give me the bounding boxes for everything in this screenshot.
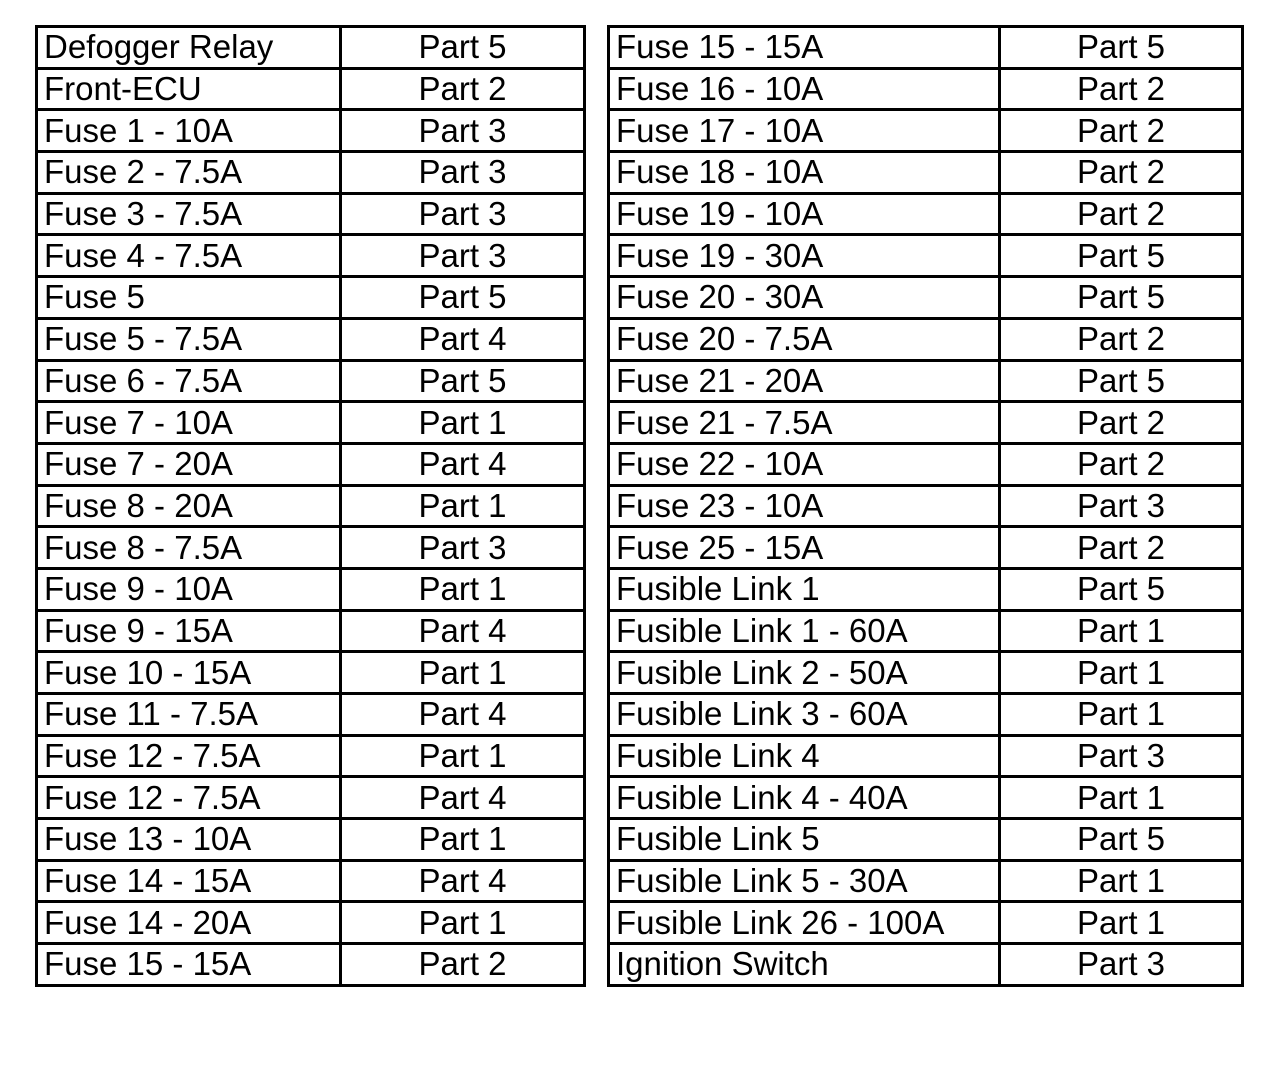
part-reference-cell: Part 3: [1000, 735, 1243, 777]
table-row: [37, 902, 585, 944]
part-reference-cell: Part 3: [341, 527, 585, 569]
table-row: [609, 193, 1243, 235]
table-row: [37, 568, 585, 610]
part-reference-cell: Part 1: [1000, 860, 1243, 902]
component-name-cell: Fuse 12 - 7.5A: [37, 777, 341, 819]
part-reference-cell: Part 1: [341, 485, 585, 527]
part-reference-cell: Part 2: [1000, 318, 1243, 360]
table-row: [37, 277, 585, 319]
table-row: [609, 318, 1243, 360]
component-name-cell: Fuse 6 - 7.5A: [37, 360, 341, 402]
part-reference-cell: Part 2: [341, 68, 585, 110]
component-name-cell: Fuse 25 - 15A: [609, 527, 1000, 569]
component-name-cell: Fusible Link 26 - 100A: [609, 902, 1000, 944]
table-row: [37, 235, 585, 277]
part-reference-cell: Part 1: [341, 652, 585, 694]
component-name-cell: Fusible Link 4 - 40A: [609, 777, 1000, 819]
table-row: [37, 110, 585, 152]
component-name-cell: Fusible Link 1 - 60A: [609, 610, 1000, 652]
table-row: [37, 819, 585, 861]
table-row: [609, 902, 1243, 944]
part-reference-cell: Part 5: [341, 360, 585, 402]
table-row: [37, 193, 585, 235]
part-reference-cell: Part 1: [341, 402, 585, 444]
component-name-cell: Fusible Link 5 - 30A: [609, 860, 1000, 902]
component-name-cell: Fuse 23 - 10A: [609, 485, 1000, 527]
part-reference-cell: Part 3: [1000, 485, 1243, 527]
component-name-cell: Fuse 14 - 15A: [37, 860, 341, 902]
component-name-cell: Fusible Link 3 - 60A: [609, 694, 1000, 736]
component-name-cell: Fuse 8 - 20A: [37, 485, 341, 527]
table-row: [609, 27, 1243, 69]
component-name-cell: Fuse 13 - 10A: [37, 819, 341, 861]
component-name-cell: Defogger Relay: [37, 27, 341, 69]
component-name-cell: Fuse 7 - 10A: [37, 402, 341, 444]
part-reference-cell: Part 1: [1000, 777, 1243, 819]
table-row: [37, 68, 585, 110]
component-name-cell: Fusible Link 5: [609, 819, 1000, 861]
component-name-cell: Fuse 5 - 7.5A: [37, 318, 341, 360]
table-row: [609, 735, 1243, 777]
component-name-cell: Fuse 18 - 10A: [609, 152, 1000, 194]
part-reference-cell: Part 2: [341, 944, 585, 986]
table-row: [609, 402, 1243, 444]
component-name-cell: Fuse 3 - 7.5A: [37, 193, 341, 235]
part-reference-cell: Part 3: [341, 193, 585, 235]
part-reference-cell: Part 2: [1000, 152, 1243, 194]
part-reference-cell: Part 4: [341, 694, 585, 736]
table-row: [37, 694, 585, 736]
component-name-cell: Fuse 20 - 7.5A: [609, 318, 1000, 360]
part-reference-cell: Part 1: [341, 568, 585, 610]
table-row: [609, 694, 1243, 736]
table-row: [609, 610, 1243, 652]
left-table-body: [37, 27, 585, 986]
table-row: [37, 944, 585, 986]
component-name-cell: Fuse 9 - 10A: [37, 568, 341, 610]
component-name-cell: Ignition Switch: [609, 944, 1000, 986]
part-reference-cell: Part 5: [1000, 27, 1243, 69]
table-row: [37, 27, 585, 69]
part-reference-cell: Part 1: [341, 819, 585, 861]
component-name-cell: Fuse 7 - 20A: [37, 443, 341, 485]
part-reference-cell: Part 2: [1000, 193, 1243, 235]
part-reference-cell: Part 2: [1000, 110, 1243, 152]
part-reference-cell: Part 5: [1000, 235, 1243, 277]
component-name-cell: Front-ECU: [37, 68, 341, 110]
part-reference-cell: Part 4: [341, 860, 585, 902]
part-reference-cell: Part 2: [1000, 443, 1243, 485]
component-name-cell: Fusible Link 1: [609, 568, 1000, 610]
table-row: [37, 360, 585, 402]
component-name-cell: Fuse 1 - 10A: [37, 110, 341, 152]
table-row: [37, 318, 585, 360]
component-name-cell: Fuse 12 - 7.5A: [37, 735, 341, 777]
table-row: [609, 485, 1243, 527]
part-reference-cell: Part 1: [341, 735, 585, 777]
part-reference-cell: Part 2: [1000, 527, 1243, 569]
table-row: [37, 402, 585, 444]
part-reference-cell: Part 3: [341, 110, 585, 152]
table-row: [37, 485, 585, 527]
table-row: [609, 110, 1243, 152]
component-name-cell: Fuse 17 - 10A: [609, 110, 1000, 152]
table-row: [37, 152, 585, 194]
table-row: [609, 68, 1243, 110]
table-row: [609, 777, 1243, 819]
table-row: [609, 152, 1243, 194]
table-row: [609, 944, 1243, 986]
table-row: [609, 235, 1243, 277]
part-reference-cell: Part 4: [341, 777, 585, 819]
part-reference-cell: Part 3: [1000, 944, 1243, 986]
component-name-cell: Fuse 21 - 20A: [609, 360, 1000, 402]
table-row: [609, 652, 1243, 694]
left-index-table: [35, 25, 586, 987]
table-row: [37, 527, 585, 569]
part-reference-cell: Part 5: [1000, 819, 1243, 861]
part-reference-cell: Part 5: [1000, 568, 1243, 610]
component-name-cell: Fuse 19 - 10A: [609, 193, 1000, 235]
component-name-cell: Fuse 5: [37, 277, 341, 319]
table-row: [37, 735, 585, 777]
part-reference-cell: Part 1: [1000, 652, 1243, 694]
component-name-cell: Fuse 22 - 10A: [609, 443, 1000, 485]
table-row: [37, 652, 585, 694]
component-name-cell: Fuse 9 - 15A: [37, 610, 341, 652]
right-table-body: [609, 27, 1243, 986]
component-name-cell: Fuse 11 - 7.5A: [37, 694, 341, 736]
part-reference-cell: Part 1: [1000, 694, 1243, 736]
part-reference-cell: Part 4: [341, 610, 585, 652]
component-name-cell: Fusible Link 4: [609, 735, 1000, 777]
table-row: [37, 777, 585, 819]
part-reference-cell: Part 2: [1000, 402, 1243, 444]
table-row: [609, 360, 1243, 402]
right-index-table: [607, 25, 1244, 987]
table-row: [609, 568, 1243, 610]
component-name-cell: Fuse 15 - 15A: [37, 944, 341, 986]
component-name-cell: Fuse 14 - 20A: [37, 902, 341, 944]
part-reference-cell: Part 5: [1000, 360, 1243, 402]
table-row: [37, 860, 585, 902]
table-row: [609, 277, 1243, 319]
part-reference-cell: Part 4: [341, 318, 585, 360]
part-reference-cell: Part 1: [1000, 610, 1243, 652]
component-name-cell: Fuse 16 - 10A: [609, 68, 1000, 110]
component-name-cell: Fuse 8 - 7.5A: [37, 527, 341, 569]
component-name-cell: Fusible Link 2 - 50A: [609, 652, 1000, 694]
component-name-cell: Fuse 2 - 7.5A: [37, 152, 341, 194]
component-name-cell: Fuse 15 - 15A: [609, 27, 1000, 69]
part-reference-cell: Part 2: [1000, 68, 1243, 110]
part-reference-cell: Part 5: [341, 277, 585, 319]
table-row: [609, 860, 1243, 902]
part-reference-cell: Part 1: [341, 902, 585, 944]
table-row: [37, 610, 585, 652]
part-reference-cell: Part 5: [1000, 277, 1243, 319]
table-row: [37, 443, 585, 485]
table-row: [609, 527, 1243, 569]
part-reference-cell: Part 1: [1000, 902, 1243, 944]
table-row: [609, 443, 1243, 485]
component-name-cell: Fuse 20 - 30A: [609, 277, 1000, 319]
part-reference-cell: Part 4: [341, 443, 585, 485]
part-reference-cell: Part 5: [341, 27, 585, 69]
table-row: [609, 819, 1243, 861]
part-reference-cell: Part 3: [341, 235, 585, 277]
component-name-cell: Fuse 10 - 15A: [37, 652, 341, 694]
component-name-cell: Fuse 19 - 30A: [609, 235, 1000, 277]
component-name-cell: Fuse 4 - 7.5A: [37, 235, 341, 277]
component-name-cell: Fuse 21 - 7.5A: [609, 402, 1000, 444]
part-reference-cell: Part 3: [341, 152, 585, 194]
